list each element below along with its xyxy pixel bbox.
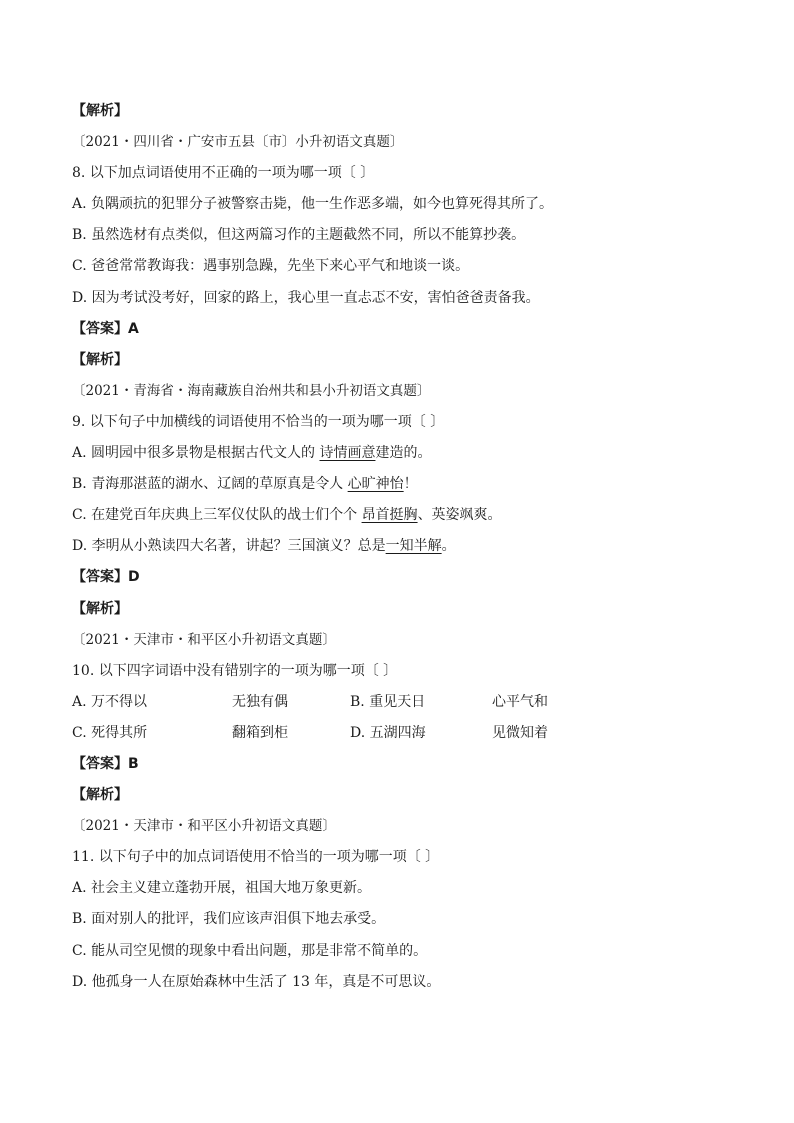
question-stem: 9. 以下句子中加横线的词语使用不恰当的一项为哪一项〔 〕 [72, 413, 445, 430]
option-b [72, 469, 732, 500]
option-c [72, 500, 732, 531]
option-text: B. 青海那湛蓝的湖水、辽阔的草原真是令人 [72, 476, 348, 493]
option-a-word: 无独有偶 [232, 693, 288, 710]
analysis-label: 【解析】 [72, 787, 128, 804]
option-a: A. 万不得以 [72, 693, 148, 710]
option-d-word: 见微知着 [492, 724, 548, 741]
underlined-word: 诗情画意 [319, 445, 376, 462]
option-b: B. 重见天日 [350, 693, 426, 710]
option-text: A. 圆明园中很多景物是根据古代文人的 [72, 445, 320, 462]
option-c: C. 死得其所 [72, 724, 148, 741]
option-d: D. 五湖四海 [350, 724, 426, 741]
option-text: 建造的。 [375, 445, 432, 462]
option-text: 。 [441, 538, 456, 555]
options-row-cd [72, 718, 732, 749]
option-a: A. 社会主义建立蓬勃开展，祖国大地万象更新。 [72, 880, 372, 897]
analysis-label: 【解析】 [72, 600, 128, 617]
answer-label: 【答案】A [72, 320, 139, 337]
analysis-label: 【解析】 [72, 103, 128, 119]
question-stem: 11. 以下句子中的加点词语使用不恰当的一项为哪一项〔 〕 [72, 849, 440, 866]
underlined-word: 昂首挺胸 [361, 507, 418, 524]
option-text: D. 李明从小熟读四大名著，讲起？三国演义？总是 [72, 538, 386, 555]
option-d: D. 他孤身一人在原始森林中生活了 13 年，真是不可思议。 [72, 973, 441, 990]
answer-label: 【答案】B [72, 755, 139, 772]
option-a: A. 负隅顽抗的犯罪分子被警察击毙，他一生作恶多端，如今也算死得其所了。 [72, 196, 554, 213]
underlined-word: 心旷神怡 [347, 476, 404, 493]
question-stem: 8. 以下加点词语使用不正确的一项为哪一项〔 〕 [72, 165, 375, 182]
option-text: C. 在建党百年庆典上三军仪仗队的战士们个个 [72, 507, 362, 524]
option-b: B. 虽然选材有点类似，但这两篇习作的主题截然不同，所以不能算抄袭。 [72, 227, 526, 244]
option-a [72, 438, 732, 469]
underlined-word: 一知半解 [385, 538, 442, 555]
option-c-word: 翻箱到柜 [232, 724, 288, 741]
question-source: 〔2021・天津市・和平区小升初语文真题〕 [72, 818, 336, 835]
option-b: B. 面对别人的批评，我们应该声泪俱下地去承受。 [72, 911, 386, 928]
option-text: ！ [403, 476, 418, 493]
question-stem: 10. 以下四字词语中没有错别字的一项为哪一项〔 〕 [72, 662, 398, 679]
option-b-word: 心平气和 [492, 693, 548, 710]
option-d [72, 531, 732, 562]
option-d: D. 因为考试没考好，回家的路上，我心里一直忐忑不安，害怕爸爸责备我。 [72, 289, 540, 306]
question-source: 〔2021・四川省・广安市五县〔市〕小升初语文真题〕 [72, 134, 404, 151]
answer-label: 【答案】D [72, 569, 140, 586]
analysis-label: 【解析】 [72, 351, 128, 368]
option-text: 、英姿飒爽。 [417, 507, 502, 524]
question-source: 〔2021・青海省・海南藏族自治州共和县小升初语文真题〕 [72, 382, 431, 399]
option-c: C. 能从司空见惯的现象中看出问题，那是非常不简单的。 [72, 942, 428, 959]
option-c: C. 爸爸常常教诲我：遇事别急躁，先坐下来心平气和地谈一谈。 [72, 258, 470, 275]
options-row-ab [72, 687, 732, 718]
question-source: 〔2021・天津市・和平区小升初语文真题〕 [72, 631, 336, 648]
document-page [72, 96, 732, 998]
